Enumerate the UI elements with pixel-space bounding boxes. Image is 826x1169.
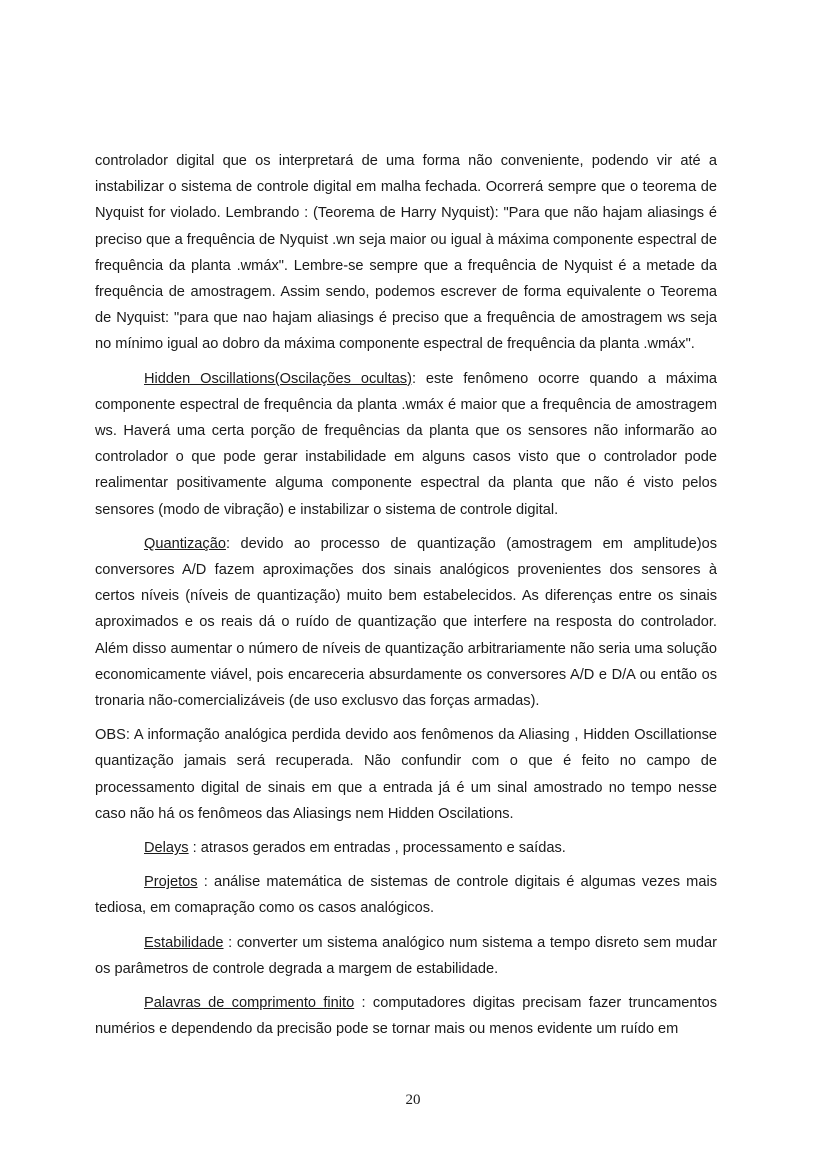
paragraph-estabilidade	[95, 930, 717, 982]
paragraph-delays	[95, 835, 717, 861]
text-quantizacao: : devido ao processo de quantização (amostragem em amplitude)os conversores A/D fazem aproximações dos sinais analógicos provenientes dos sensores à certos níveis (níveis de quantização) muito bem estabelecidos. As diferenças entre os sinais aproximados e os reais dá o ruído de quantização que interfere na resposta do controlador. Além disso aumentar o número de níveis de quantização arbitrariamente não seria uma solução economicamente viável, pois encareceria absurdamente os conversores A/D e D/A ou então os tronaria não-comercializáveis (de uso exclusvo das forças armadas).	[95, 535, 717, 710]
paragraph-nyquist: controlador digital que os interpretará de uma forma não conveniente, podendo vir até a instabilizar o sistema de controle digital em malha fechada. Ocorrerá sempre que o teorema de Nyquist for violado. Lembrando : (Teorema de Harry Nyquist): "Para que não hajam aliasings é preciso que a frequência de Nyquist .wn seja maior ou igual à máxima componente espectral de frequência da planta .wmáx". Lembre-se sempre que a frequência de Nyquist é a metade da frequência de amostragem. Assim sendo, podemos escrever de forma equivalente o Teorema de Nyquist: "para que nao hajam aliasings é preciso que a frequência de amostragem ws seja no mínimo igual ao dobro da máxima componente espectral de frequência da planta .wmáx".	[95, 153, 717, 353]
text-delays: : atrasos gerados em entradas , processamento e saídas.	[188, 840, 566, 857]
term-quantizacao: Quantização	[144, 535, 226, 552]
paragraph-obs: OBS: A informação analógica perdida devido aos fenômenos da Aliasing , Hidden Oscillationse quantização jamais será recuperada. Não confundir com o que é feito no campo de processamento digital de sinais em que a entrada já é um sinal amostrado no tempo nesse caso não há os fenômeos das Aliasings nem Hidden Oscilations.	[95, 727, 717, 822]
paragraph-projetos	[95, 869, 717, 921]
paragraph-quantizacao	[95, 531, 717, 714]
text-hidden-oscillations: : este fenômeno ocorre quando a máxima componente espectral de frequência da planta .wmáx é maior que a frequência de amostragem ws. Haverá uma certa porção de frequências da planta que os sensores não informarão ao controlador o que pode gerar instabilidade em alguns casos visto que o controlador pode realimentar positivamente alguma componente espectral da planta que não é visto pelos sensores (modo de vibração) e instabilizar o sistema de controle digital.	[95, 370, 717, 518]
text-palavras-comprimento-finito: : computadores digitas precisam fazer truncamentos numérios e dependendo da precisão pode se tornar mais ou menos evidente um ruído em	[95, 995, 717, 1038]
page-number: 20	[405, 1092, 421, 1108]
term-estabilidade: Estabilidade	[144, 934, 224, 951]
term-delays: Delays	[144, 840, 189, 857]
paragraph-hidden-oscillations	[95, 366, 717, 523]
document-body	[95, 148, 717, 1051]
paragraph-palavras	[95, 990, 717, 1042]
term-projetos: Projetos	[144, 874, 198, 891]
text-projetos: : análise matemática de sistemas de controle digitais é algumas vezes mais tediosa, em comapração como os casos analógicos.	[95, 874, 717, 917]
term-hidden-oscillations: Hidden Oscillations(Oscilações ocultas)	[144, 370, 412, 387]
term-palavras-comprimento-finito: Palavras de comprimento finito	[144, 995, 355, 1012]
text-estabilidade: : converter um sistema analógico num sistema a tempo disreto sem mudar os parâmetros de controle degrada a margem de estabilidade.	[95, 934, 717, 977]
